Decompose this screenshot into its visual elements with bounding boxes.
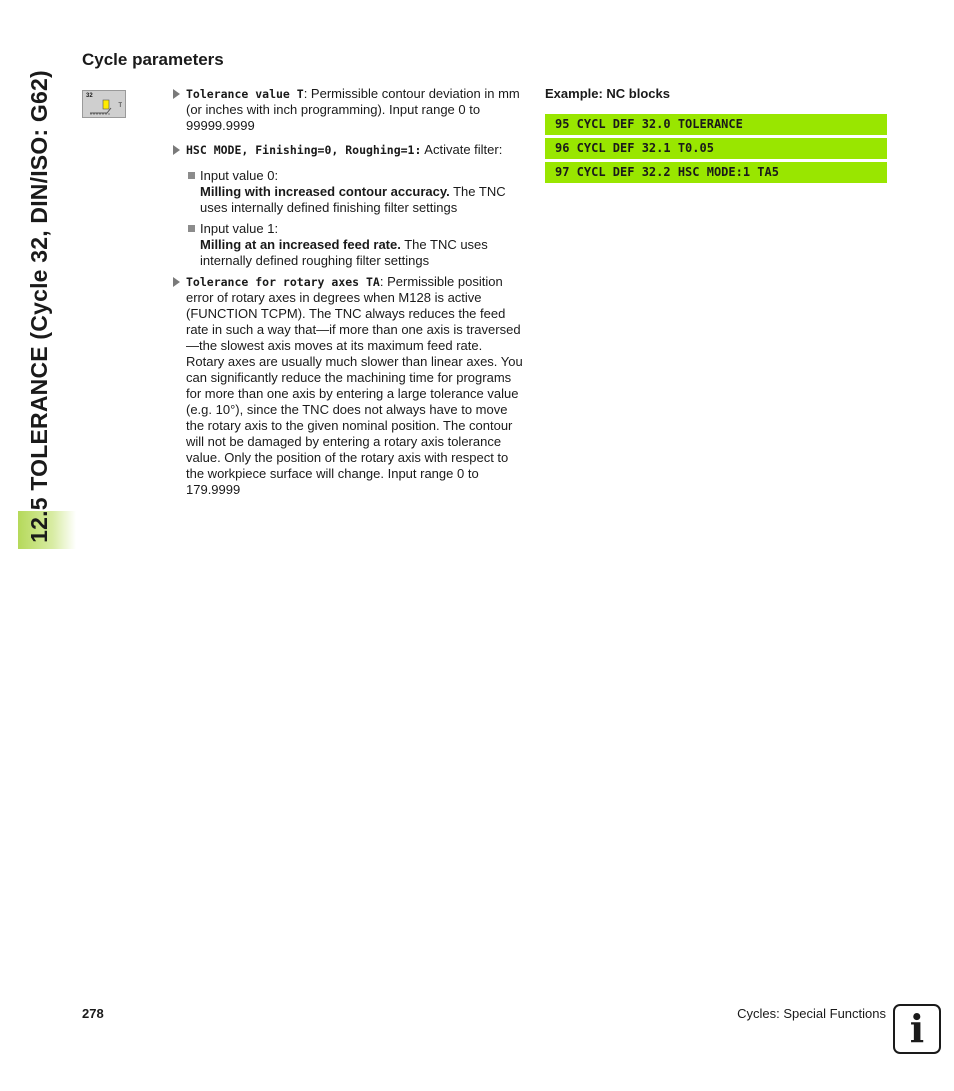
chapter-side-title-text: 12.5 TOLERANCE (Cycle 32, DIN/ISO: G62) [25,69,52,543]
param-code: Tolerance value T [186,87,304,101]
option-intro: Input value 1: [200,221,279,236]
chapter-name: Cycles: Special Functions [737,1006,886,1021]
square-bullet-icon [188,172,195,179]
option-text: The TNC uses internally defined roughing filter settings [200,237,488,268]
info-glyph: i [909,1006,925,1051]
triangle-bullet-icon [173,277,180,287]
chapter-side-title [22,36,56,576]
triangle-bullet-icon [173,145,180,155]
nc-block [545,162,887,183]
option-bold: Milling with increased contour accuracy. [200,184,450,199]
param-tolerance [172,86,524,134]
nc-block-text: 95 CYCL DEF 32.0 TOLERANCE [555,117,743,131]
page-number: 278 [82,1006,104,1021]
nc-block-text: 96 CYCL DEF 32.1 T0.05 [555,141,714,155]
contour-graphic [89,99,115,115]
option-intro: Input value 0: [200,168,279,183]
info-icon [893,1004,941,1054]
param-description: : Permissible contour deviation in mm (or inches with inch programming). Input range 0 to 99999.9999 [186,86,520,133]
nc-block [545,138,887,159]
nc-block [545,114,887,135]
param-hsc-mode [172,142,524,158]
example-title: Example: NC blocks [545,86,670,101]
softkey-mark: T [118,103,122,109]
param-code: HSC MODE, Finishing=0, Roughing=1: [186,143,422,157]
option-text: The TNC uses internally defined finishing filter settings [200,184,506,215]
param-description: Activate filter: [421,142,503,157]
section-heading: Cycle parameters [82,50,224,69]
param-description: : Permissible position error of rotary axes in degrees when M128 is active (FUNCTION TCPM). The TNC always reduces the feed rate in such a way that—if more than one axis is traversed—the slowest axis moves at its maximum feed rate. Rotary axes are usually much slower than linear axes. You can significantly reduce the machining time for programs for more than one axis by entering a large tolerance value (e.g. 10°), since the TNC does not always have to move the rotary axis to the given nominal position. The contour will not be damaged by entering a rotary axis tolerance value. Only the position of the rotary axis with respect to the workpiece surface will change. Input range 0 to 179.9999 [186,274,523,497]
param-rotary-tolerance [172,274,524,498]
option-bold: Milling at an increased feed rate. [200,237,401,252]
tolerance-cycle-icon [82,90,126,118]
nc-block-text: 97 CYCL DEF 32.2 HSC MODE:1 TA5 [555,165,779,179]
hsc-option-roughing [172,221,524,269]
param-code: Tolerance for rotary axes TA [186,275,380,289]
triangle-bullet-icon [173,89,180,99]
hsc-option-finishing [172,168,524,216]
square-bullet-icon [188,225,195,232]
parameter-list [172,86,524,506]
softkey-number: 32 [86,93,93,99]
